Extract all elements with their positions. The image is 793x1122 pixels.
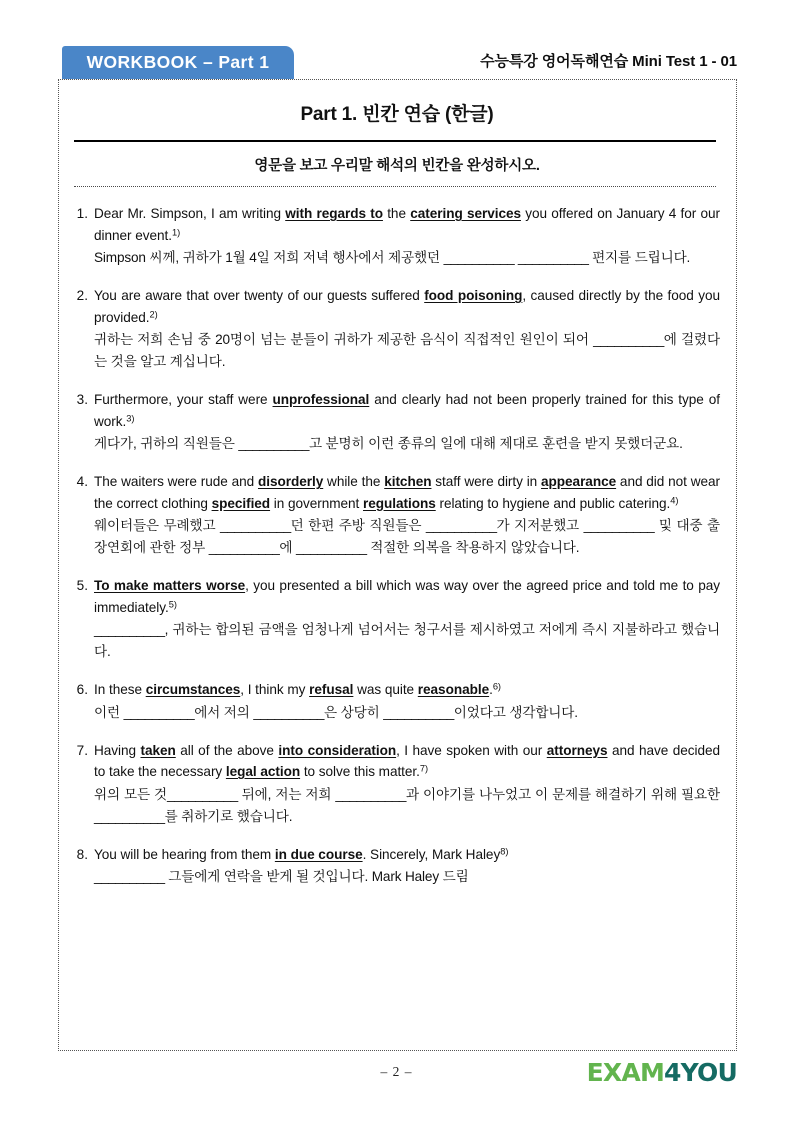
question-body bbox=[94, 844, 720, 889]
question-number: 6. bbox=[76, 682, 88, 697]
question-item bbox=[74, 844, 720, 889]
question-korean-translation[interactable]: 귀하는 저희 손님 중 20명이 넘는 분들이 귀하가 제공한 음식이 직접적인 원인이 되어 __________에 걸렸다는 것을 알고 계십니다. bbox=[94, 332, 720, 369]
question-english-sentence: Dear Mr. Simpson, I am writing with regards to the catering services you offered on January 4 for our dinner event.$^{1)}$ bbox=[94, 206, 720, 243]
question-korean-translation[interactable]: __________, 귀하는 합의된 금액을 엄청나게 넘어서는 청구서를 제시하였고 저에게 즉시 지불하라고 했습니다. bbox=[94, 622, 720, 659]
logo-text-4you: 4YOU bbox=[664, 1058, 737, 1087]
workbook-banner bbox=[62, 46, 294, 79]
question-item bbox=[74, 203, 720, 269]
page-footer bbox=[0, 1058, 793, 1098]
question-korean-translation[interactable]: 웨이터들은 무례했고 __________던 한편 주방 직원들은 __________가 지저분했고 __________ 및 대중 출장연회에 관한 정부 __________에 __________ 적절한 의복을 착용하지 않았습니다. bbox=[94, 518, 720, 555]
worksheet-content bbox=[74, 90, 720, 904]
question-number: 4. bbox=[76, 474, 88, 489]
question-list bbox=[74, 203, 720, 888]
question-english-sentence: In these circumstances, I think my refusal was quite reasonable.$^{6)}$ bbox=[94, 681, 501, 697]
page-title: Part 1. 빈칸 연습 (한글) bbox=[300, 104, 494, 125]
logo-text-exam: EXAM bbox=[586, 1058, 665, 1087]
page-header bbox=[0, 46, 793, 82]
question-english-sentence: The waiters were rude and disorderly while the kitchen staff were dirty in appearance and did not wear the correct clothing specified in government regulations relating to hygiene and public catering.$^{4)}$ bbox=[94, 474, 720, 511]
question-item bbox=[74, 471, 720, 559]
question-number: 5. bbox=[76, 578, 88, 593]
question-item bbox=[74, 389, 720, 455]
instruction-divider bbox=[74, 186, 716, 187]
exam4you-logo bbox=[587, 1058, 737, 1087]
question-number: 7. bbox=[76, 742, 88, 758]
question-number: 1. bbox=[76, 206, 88, 221]
question-body bbox=[94, 740, 720, 828]
page-number: – 2 – bbox=[380, 1064, 413, 1079]
instruction-text: 영문을 보고 우리말 해석의 빈칸을 완성하시오. bbox=[254, 158, 540, 174]
question-english-sentence: You will be hearing from them in due course. Sincerely, Mark Haley$^{8)}$ bbox=[94, 846, 509, 862]
question-korean-translation[interactable]: 위의 모든 것__________ 뒤에, 저는 저희 __________과 이야기를 나누었고 이 문제를 해결하기 위해 필요한 __________를 취하기로 했습니다. bbox=[94, 786, 720, 824]
question-number: 8. bbox=[76, 846, 88, 862]
question-korean-translation[interactable]: 이런 __________에서 저의 __________은 상당히 __________이었다고 생각합니다. bbox=[94, 704, 578, 720]
question-item bbox=[74, 740, 720, 828]
question-korean-translation[interactable]: __________ 그들에게 연락을 받게 될 것입니다. Mark Haley 드림 bbox=[94, 869, 469, 884]
question-body bbox=[94, 575, 720, 663]
question-number: 2. bbox=[76, 288, 88, 303]
question-body bbox=[94, 389, 720, 455]
title-divider bbox=[74, 140, 716, 142]
question-english-sentence: You are aware that over twenty of our guests suffered food poisoning, caused directly by the food you provided.$^{2)}$ bbox=[94, 288, 721, 325]
question-body bbox=[94, 471, 720, 559]
workbook-banner-label: WORKBOOK – Part 1 bbox=[86, 52, 270, 72]
question-body bbox=[94, 679, 720, 724]
question-english-sentence: To make matters worse, you presented a bill which was way over the agreed price and told me to pay immediately.$^{5)}$ bbox=[94, 578, 720, 615]
question-english-sentence: Furthermore, your staff were unprofessional and clearly had not been properly trained for this type of work.$^{3)}$ bbox=[94, 392, 720, 429]
question-body bbox=[94, 285, 720, 373]
question-korean-translation[interactable]: Simpson 씨께, 귀하가 1월 4일 저희 저녁 행사에서 제공했던 __________ __________ 편지를 드립니다. bbox=[94, 250, 691, 265]
question-item bbox=[74, 285, 720, 373]
question-item bbox=[74, 575, 720, 663]
header-course-title: 수능특강 영어독해연습 Mini Test 1 - 01 bbox=[480, 53, 737, 70]
question-korean-translation[interactable]: 게다가, 귀하의 직원들은 __________고 분명히 이런 종류의 일에 대해 제대로 훈련을 받지 못했더군요. bbox=[94, 436, 683, 451]
question-number: 3. bbox=[76, 392, 88, 407]
question-body bbox=[94, 203, 720, 269]
question-english-sentence: Having taken all of the above into consideration, I have spoken with our attorneys and have decided to take the necessary legal action to solve this matter.$^{7)}$ bbox=[94, 742, 721, 779]
question-item bbox=[74, 679, 720, 724]
